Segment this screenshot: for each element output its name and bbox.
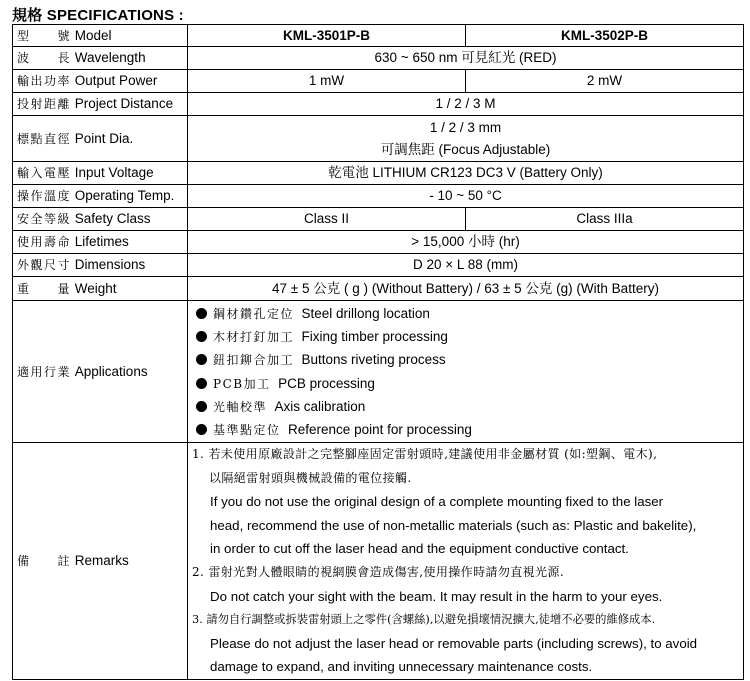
label-zh: 輸出功率 (17, 74, 72, 88)
bullet-icon (196, 378, 207, 389)
label-zh: 操作溫度 (17, 189, 72, 203)
label-zh: 使用壽命 (17, 235, 72, 249)
operating-temp-value: - 10 ~ 50 °C (188, 185, 744, 208)
remark-line: head, recommend the use of non-metallic materials (such as: Plastic and bakelite), (210, 517, 697, 533)
item-en: Reference point for processing (288, 422, 472, 438)
item-en: Axis calibration (274, 398, 366, 414)
label-en: Weight (74, 280, 117, 296)
remark-line: damage to expand, and inviting unnecessary maintenance costs. (210, 659, 593, 675)
remark-line: 以隔絕雷射頭與機械設備的電位接觸. (209, 470, 412, 485)
wavelength-value: 630 ~ 650 nm 可見紅光 (RED) (188, 47, 744, 70)
safety-class-b: Class IIIa (466, 208, 744, 231)
remarks-text (188, 443, 744, 680)
operating-temp-row (13, 185, 744, 208)
input-voltage-value: 乾電池 LITHIUM CR123 DC3 V (Battery Only) (188, 162, 744, 185)
item-en: Steel drillong location (301, 305, 430, 321)
item-en: Buttons riveting process (301, 352, 446, 368)
safety-class-row (13, 208, 744, 231)
remark-line: Do not catch your sight with the beam. It may result in the harm to your eyes. (210, 588, 663, 604)
label-en: Remarks (74, 552, 129, 568)
item-en: Fixing timber processing (301, 328, 448, 344)
item-zh: 基準點定位 (213, 423, 281, 438)
bullet-icon (196, 308, 207, 319)
remark-line: 1. 若未使用原廠設計之完整腳座固定雷射頭時,建議使用非金屬材質 (如:塑鋼、電木), (192, 447, 658, 461)
item-zh: PCB加工 (213, 376, 271, 391)
weight-value: 47 ± 5 公克 ( g ) (Without Battery) / 63 ± 5 公克 (g) (With Battery) (188, 277, 744, 301)
label-zh: 波 長 (17, 51, 72, 65)
bullet-icon (196, 354, 207, 365)
dimensions-value: D 20 × L 88 (mm) (188, 254, 744, 277)
page-title: 規格 SPECIFICATIONS : (12, 7, 184, 24)
safety-class-a: Class II (188, 208, 466, 231)
label-zh: 輸入電壓 (17, 166, 72, 180)
project-distance-row (13, 93, 744, 116)
label-en: Safety Class (74, 211, 151, 226)
dimensions-row (13, 254, 744, 277)
wavelength-row (13, 47, 744, 70)
model-b: KML-3502P-B (466, 25, 744, 47)
row-label (13, 277, 188, 301)
label-en: Applications (74, 363, 148, 379)
label-en: Point Dia. (74, 130, 134, 146)
row-label (13, 301, 188, 443)
list-item (192, 418, 739, 441)
list-item (192, 325, 739, 348)
label-zh: 標點直徑 (17, 131, 72, 146)
row-label (13, 162, 188, 185)
label-zh: 重 量 (17, 281, 72, 296)
label-en: Dimensions (74, 257, 146, 272)
output-power-a: 1 mW (188, 70, 466, 93)
label-en: Input Voltage (74, 165, 154, 180)
row-label (13, 93, 188, 116)
bullet-icon (196, 331, 207, 342)
row-label (13, 208, 188, 231)
label-zh: 備 註 (17, 553, 72, 568)
item-en: PCB processing (278, 375, 375, 391)
weight-row (13, 277, 744, 301)
point-dia-focus: 可調焦距 (Focus Adjustable) (380, 141, 551, 157)
model-row (13, 25, 744, 47)
item-zh: 木材打釘加工 (213, 329, 295, 344)
row-label (13, 25, 188, 47)
item-zh: 鈕扣鉚合加工 (213, 353, 295, 368)
bullet-icon (196, 401, 207, 412)
project-distance-value: 1 / 2 / 3 M (188, 93, 744, 116)
row-label (13, 254, 188, 277)
remarks-row (13, 443, 744, 680)
list-item (192, 302, 739, 325)
item-zh: 光軸校準 (213, 399, 268, 414)
list-item (192, 395, 739, 418)
remark-line: If you do not use the original design of a complete mounting fixed to the laser (210, 494, 664, 510)
lifetimes-row (13, 231, 744, 254)
output-power-row (13, 70, 744, 93)
output-power-b: 2 mW (466, 70, 744, 93)
label-zh: 安全等級 (17, 212, 72, 226)
label-zh: 型 號 (17, 28, 72, 43)
row-label (13, 47, 188, 70)
lifetimes-value: > 15,000 小時 (hr) (188, 231, 744, 254)
label-zh: 投射距離 (17, 97, 72, 111)
label-zh: 適用行業 (17, 364, 72, 379)
remark-line: in order to cut off the laser head and the equipment conductive contact. (210, 541, 629, 557)
list-item (192, 348, 739, 371)
remark-line: Please do not adjust the laser head or removable parts (including screws), to avoid (210, 635, 698, 651)
specifications-table (12, 24, 744, 680)
row-label (13, 443, 188, 680)
remark-line: 3. 請勿自行調整或拆裝雷射頭上之零件(含螺絲),以避免損壞情況擴大,徒增不必要的維修成本. (192, 613, 656, 627)
label-en: Model (74, 27, 112, 43)
row-label (13, 231, 188, 254)
label-en: Wavelength (74, 50, 146, 65)
label-en: Operating Temp. (74, 188, 175, 203)
label-en: Lifetimes (74, 234, 129, 249)
row-label (13, 70, 188, 93)
bullet-icon (196, 424, 207, 435)
point-dia-size: 1 / 2 / 3 mm (429, 119, 502, 135)
label-en: Project Distance (74, 96, 174, 111)
applications-row (13, 301, 744, 443)
row-label (13, 116, 188, 162)
label-zh: 外觀尺寸 (17, 258, 72, 272)
model-a: KML-3501P-B (188, 25, 466, 47)
input-voltage-row (13, 162, 744, 185)
remark-line: 2. 雷射光對人體眼睛的視網膜會造成傷害,使用操作時請勿直視光源. (192, 564, 565, 579)
point-dia-value (188, 116, 744, 162)
applications-list (188, 301, 744, 443)
item-zh: 鋼材鑽孔定位 (213, 306, 295, 321)
row-label (13, 185, 188, 208)
label-en: Output Power (74, 73, 158, 88)
point-dia-row (13, 116, 744, 162)
list-item (192, 372, 739, 395)
